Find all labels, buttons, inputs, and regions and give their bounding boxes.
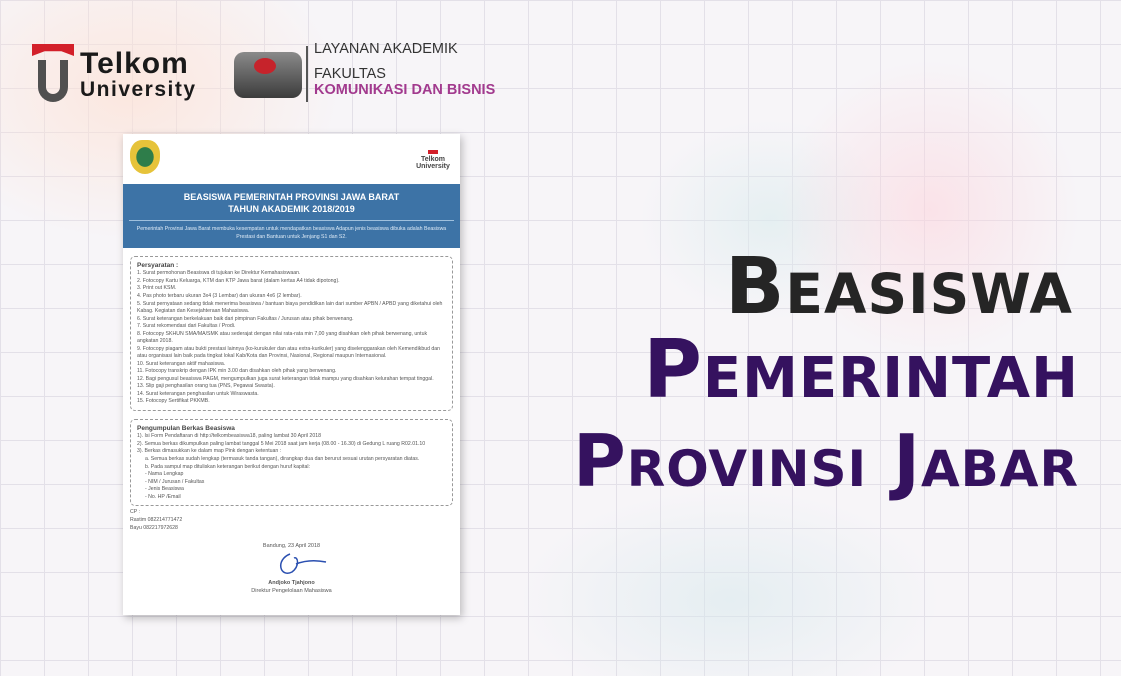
telkom-logo-icon — [32, 44, 74, 104]
list-item: 3. Print out KSM. — [137, 285, 177, 292]
list-item: 2. Fotocopy Kartu Keluarga, KTM dan KTP Jawa barat (dalam kertas A4 tidak dipotong). — [137, 277, 340, 284]
list-item: 8. Fotocopy SKHUN SMA/MA/SMK atau sederajat dengan nilai rata-rata min 7,00 yang disahkan oleh pihak berwenang, untuk angkatan 2018. — [137, 330, 428, 345]
signature-icon — [130, 550, 453, 580]
layanan-akademik-icon — [234, 52, 302, 98]
unit-line3: KOMUNIKASI DAN BISNIS — [314, 81, 496, 98]
cp-1: Rastim 082214771472 — [130, 516, 183, 523]
list-item: 11. Fotocopy transkrip dengan IPK min 3.00 dan disahkan oleh pihak yang berwenang. — [137, 368, 337, 375]
poster-telkom-logo: Telkom University — [413, 140, 453, 180]
list-item: 1. Surat permohonan Beasiswa di tujukan ke Direktur Kemahasiswaan. — [137, 270, 301, 277]
brand-subname: University — [80, 77, 197, 101]
cp-2: Bayu 082217972628 — [130, 524, 178, 531]
divider — [306, 46, 308, 102]
list-item: a. Semua berkas sudah lengkap (termasuk tanda tangan), dirangkap dua dan berurut sesuai urutan persyaratan diatas. — [145, 455, 420, 462]
list-item: 7. Surat rekomendasi dari Fakultas / Prodi. — [137, 323, 236, 330]
list-item: - Jenis Beasiswa — [145, 486, 184, 493]
poster-intro: Pemerintah Provinsi Jawa Barat membuka kesempatan untuk mendapatkan beasiswa Adapun jenis beasiswa dibuka adalah Beasiswa Prestasi dan Bantuan untuk Jenjang S1 dan S2. — [136, 226, 447, 241]
signature-block — [130, 543, 453, 596]
scholarship-poster — [123, 134, 460, 615]
list-item: 3). Berkas dimasukkan ke dalam map Pink dengan ketentuan : — [137, 448, 282, 455]
list-item: - No. HP /Email — [145, 493, 181, 500]
list-item: 1). Isi Form Pendaftaran di http://telkombeasiswa18, paling lambat 30 April 2018 — [137, 433, 321, 440]
list-item: 2). Semua berkas dikumpulkan paling lambat tanggal 5 Mei 2018 saat jam kerja (08.00 - 16.30) di Gedung L ruang R02.01.10 — [137, 440, 426, 447]
poster-banner — [123, 184, 460, 248]
list-item: 10. Surat keterangan aktif mahasiswa. — [137, 360, 226, 367]
unit-line1: LAYANAN AKADEMIK — [314, 41, 458, 57]
cp-label: CP : — [130, 509, 140, 516]
unit-line2: FAKULTAS — [314, 65, 386, 82]
submission-title: Pengumpulan Berkas Beasiswa — [137, 424, 235, 432]
list-item: 15. Fotocopy Sertifikat PKKMB. — [137, 398, 210, 405]
list-item: 5. Surat pernyataan sedang tidak menerima beasiswa / bantuan biaya pendidikan lain dari sumber APBN / APBD yang diketahui oleh Kabag. Kegiatan dan Kesejahteraan Mahasiswa. — [137, 300, 443, 315]
list-item: - NIM / Jurusan / Fakultas — [145, 478, 205, 485]
brand-name: Telkom — [80, 46, 189, 80]
contact-persons — [130, 509, 453, 532]
poster-subtitle: TAHUN AKADEMIK 2018/2019 — [228, 203, 355, 214]
unit-label — [314, 42, 495, 99]
list-item: 6. Surat keterangan berkelakuan baik dari pimpinan Fakultas / Jurusan atau pihak berwenang. — [137, 315, 354, 322]
list-item: 9. Fotocopy piagam atau bukti prestasi lainnya (ko-kurukuler dan atau extra-kurikuler) yang diselenggarakan oleh Kemendikbud dan atau organisasi lain baik pada tingkat lokal Kab/Kota dan Provinsi, Nasional, Regional maupun Internasional. — [137, 345, 441, 360]
list-item: - Nama Lengkap — [145, 471, 184, 478]
place-date: Bandung, 23 April 2018 — [262, 542, 321, 549]
telkom-university-logo — [32, 44, 197, 104]
list-item: 4. Pas photo terbaru ukuran 3x4 (3 Lembar) dan ukuran 4x6 (2 lembar). — [137, 292, 302, 299]
headline-line3: Provinsi Jabar — [572, 419, 1079, 503]
requirements-box — [130, 256, 453, 411]
poster-title: BEASISWA PEMERINTAH PROVINSI JAWA BARAT — [183, 192, 400, 202]
jabar-emblem-icon — [130, 140, 160, 174]
signer-name: Andjoko Tjahjono — [268, 580, 315, 587]
submission-box — [130, 419, 453, 506]
list-item: 14. Surat keterangan penghasilan untuk Wiraswasta. — [137, 390, 259, 397]
headline-line2: Pemerintah — [643, 323, 1079, 416]
headline-line1: Beasiswa — [724, 242, 1073, 332]
list-item: b. Pada sampul map dituliskan keterangan berikut dengan huruf kapital: — [145, 463, 310, 470]
signer-title: Direktur Pengelolaan Mahasiswa — [251, 587, 332, 594]
requirements-title: Persyaratan : — [137, 261, 179, 269]
list-item: 13. Slip gaji penghasilan orang tua (PNS, Pegawai Swasta). — [137, 383, 275, 390]
list-item: 12. Bagi pengusul beasiswa PAGM, mengumpulkan juga surat keterangan tidak mampu yang disahkan kelurahan tempat tinggal. — [137, 375, 434, 382]
